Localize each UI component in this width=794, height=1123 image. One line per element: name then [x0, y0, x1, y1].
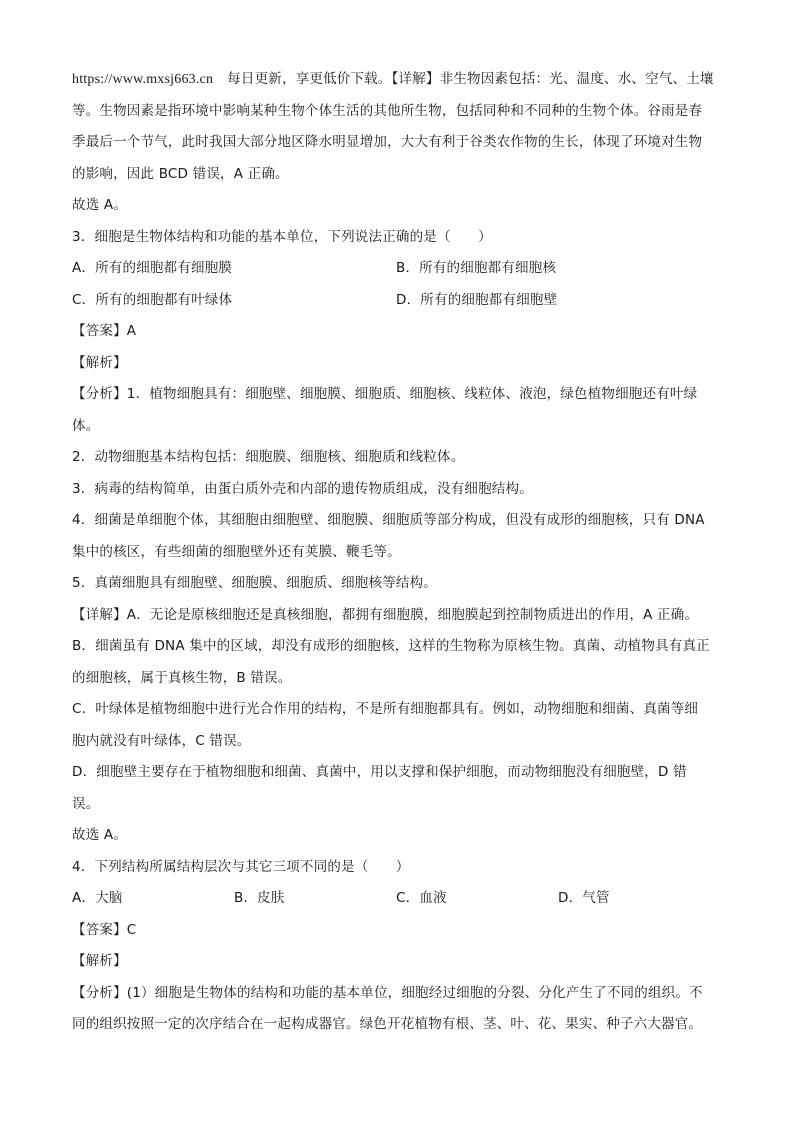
- analysis-line: 胞内就没有叶绿体，C 错误。: [72, 732, 251, 749]
- analysis-line: 【分析】1．植物细胞具有：细胞壁、细胞膜、细胞质、细胞核、线粒体、液泡，绿色植物细胞还有叶绿: [72, 386, 698, 402]
- paragraph-line: 季最后一个节气，此时我国大部分地区降水明显增加，大大有利于谷类农作物的生长，体现了环境对生物: [72, 134, 703, 150]
- promo-text: 每日更新，享更低价下载。: [227, 71, 392, 87]
- analysis-line: 集中的核区，有些细菌的细胞壁外还有荚膜、鞭毛等。: [72, 543, 401, 560]
- analysis-line: D．细胞壁主要存在于植物细胞和细菌、真菌中，用以支撑和保护细胞，而动物细胞没有细胞壁，D 错: [72, 764, 687, 780]
- analysis-line: B．细菌虽有 DNA 集中的区域，却没有成形的细胞核，这样的生物称为原核生物。真菌、动植物具有真正: [72, 638, 710, 654]
- question-3-options-row-1: [72, 253, 724, 285]
- analysis-line: 故选 A。: [72, 827, 128, 843]
- question-3-option-d: D．所有的细胞都有细胞壁: [396, 291, 558, 308]
- question-3-option-a: A．所有的细胞都有细胞膜: [72, 260, 233, 276]
- question-3-options-row-2: [72, 285, 724, 317]
- analysis-line: 同的组织按照一定的次序结合在一起构成器官。绿色开花植物有根、茎、叶、花、果实、种子六大器官。: [72, 1016, 703, 1032]
- analysis-line: C．叶绿体是植物细胞中进行光合作用的结构，不是所有细胞都具有。例如，动物细胞和细菌、真菌等细: [72, 701, 699, 717]
- analysis-line: 误。: [72, 795, 100, 812]
- question-4-answer: 【答案】C: [72, 921, 137, 938]
- analysis-line: 【详解】A．无论是原核细胞还是真核细胞，都拥有细胞膜，细胞膜起到控制物质进出的作用，A 正确。: [72, 606, 699, 623]
- paragraph-line: 等。生物因素是指环境中影响某种生物个体生活的其他所生物，包括同种和不同种的生物个体。谷雨是春: [72, 102, 703, 119]
- question-4-options-row: [72, 883, 724, 915]
- analysis-line: 的细胞核，属于真核生物，B 错误。: [72, 669, 292, 686]
- question-3-answer: 【答案】A: [72, 323, 137, 339]
- paragraph-line: 的影响，因此 BCD 错误，A 正确。: [72, 165, 289, 182]
- question-3-option-c: C．所有的细胞都有叶绿体: [72, 291, 233, 308]
- question-4-analysis-title: 【解析】: [72, 953, 127, 969]
- question-4-option-d: D．气管: [558, 890, 610, 906]
- question-4-stem: 4．下列结构所属结构层次与其它三项不同的是（ ）: [72, 858, 410, 875]
- analysis-line: 2．动物细胞基本结构包括：细胞膜、细胞核、细胞质和线粒体。: [72, 449, 465, 465]
- explanation-text: 【详解】非生物因素包括：光、温度、水、空气、土壤: [391, 71, 714, 87]
- header-line: [72, 64, 724, 96]
- analysis-line: 体。: [72, 417, 100, 434]
- question-3-stem: 3．细胞是生物体结构和功能的基本单位，下列说法正确的是（ ）: [72, 228, 492, 245]
- analysis-line: 【分析】(1）细胞是生物体的结构和功能的基本单位，细胞经过细胞的分裂、分化产生了不同的组织。不: [72, 984, 703, 1001]
- analysis-line: 4．细菌是单细胞个体，其细胞由细胞壁、细胞膜、细胞质等部分构成，但没有成形的细胞核，只有 DNA: [72, 512, 705, 528]
- question-4-option-b: B．皮肤: [234, 890, 285, 906]
- conclusion-line: 故选 A。: [72, 197, 128, 213]
- analysis-line: 5．真菌细胞具有细胞壁、细胞膜、细胞质、细胞核等结构。: [72, 575, 437, 591]
- source-url[interactable]: https://www.mxsj663.cn: [72, 72, 214, 87]
- analysis-line: 3．病毒的结构简单，由蛋白质外壳和内部的遗传物质组成，没有细胞结构。: [72, 480, 533, 497]
- question-3-analysis-title: 【解析】: [72, 354, 127, 371]
- question-4-option-a: A．大脑: [72, 890, 123, 906]
- question-3-option-b: B．所有的细胞都有细胞核: [396, 260, 557, 276]
- question-4-option-c: C．血液: [396, 890, 447, 906]
